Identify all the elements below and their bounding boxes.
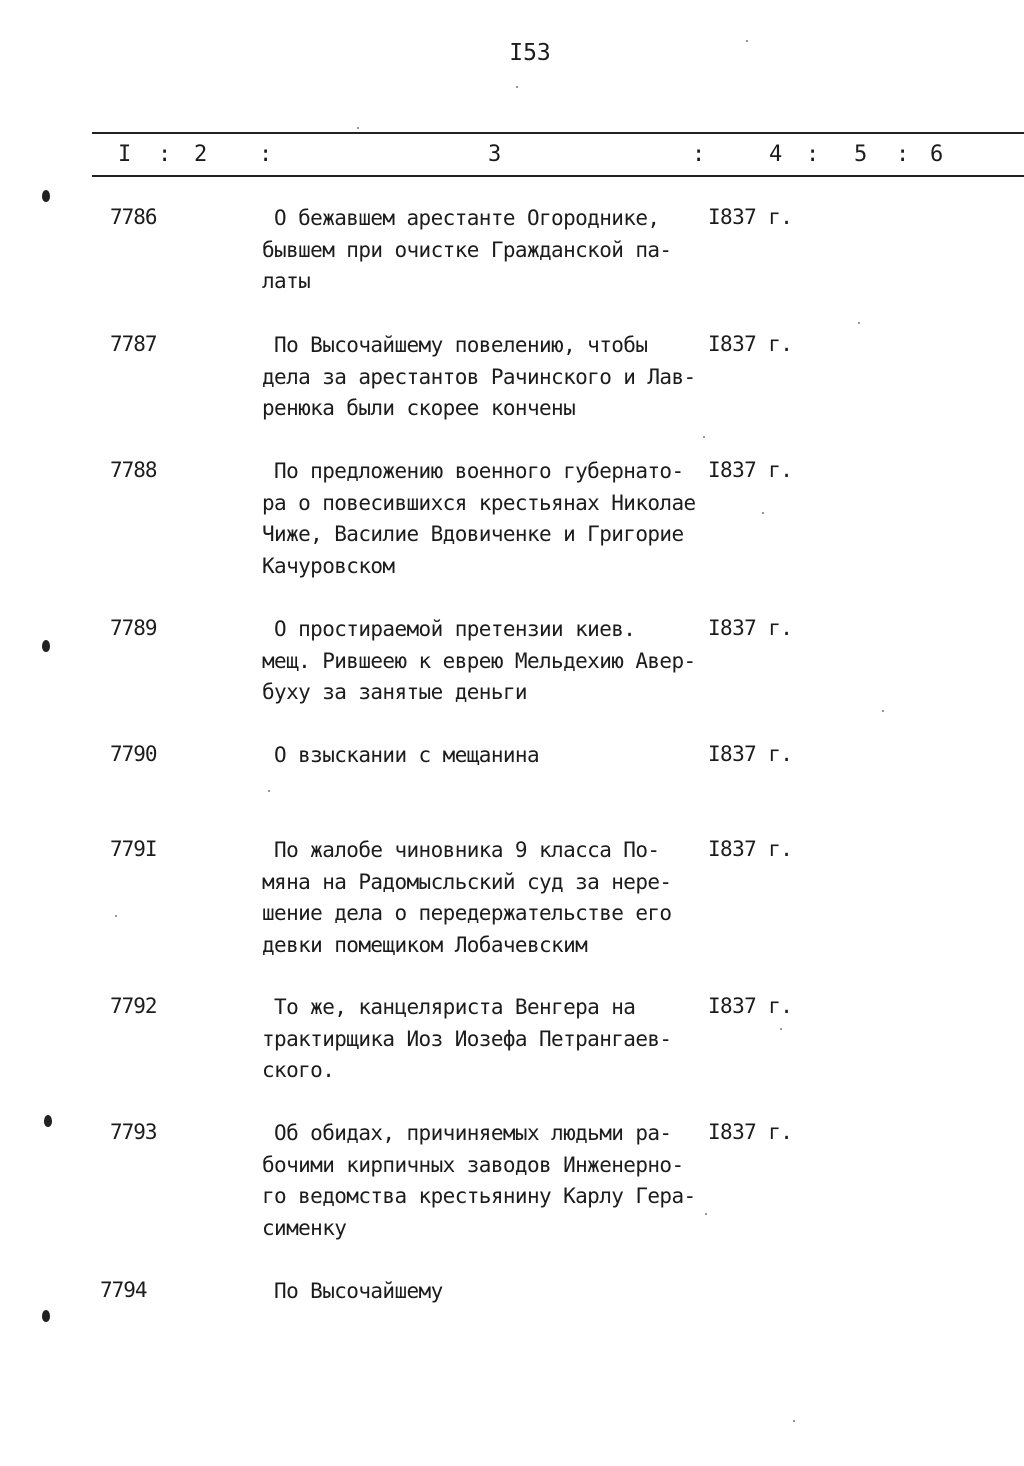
entry-number: 7789 xyxy=(110,616,157,640)
entry-year: I837 г. xyxy=(708,332,793,356)
column-header-3: 3 xyxy=(488,142,502,167)
scan-speck xyxy=(780,1028,782,1030)
entry-description-line: ра о повесившихся крестьянах Николае xyxy=(262,490,696,515)
page-number: I53 xyxy=(509,40,551,66)
entry-description-line: дела за арестантов Рачинского и Лав- xyxy=(262,364,696,389)
entry-description-line: бочими кирпичных заводов Инженерно- xyxy=(262,1152,684,1177)
entry-number: 7788 xyxy=(110,458,157,482)
entry-description xyxy=(262,835,732,961)
column-header-2: 2 xyxy=(194,142,208,167)
entry-description-line: О простираемой претензии киев. xyxy=(262,617,636,641)
entry-description xyxy=(262,203,732,298)
entry-number: 7792 xyxy=(110,994,157,1018)
entry-year: I837 г. xyxy=(708,1120,793,1144)
entry-year: I837 г. xyxy=(708,837,793,861)
entry-description-line: О взыскании с мещанина xyxy=(262,743,539,767)
binding-hole-mark xyxy=(42,190,50,202)
scan-speck xyxy=(858,322,860,324)
entry-description-line: То же, канцеляриста Венгера на xyxy=(262,995,636,1019)
entry-description-line: латы xyxy=(262,269,311,293)
column-separator: : xyxy=(806,142,820,167)
entry-number: 7793 xyxy=(110,1120,157,1144)
entry-number: 779I xyxy=(110,837,157,861)
entry-description-line: По предложению военного губернато- xyxy=(262,459,684,483)
scan-speck xyxy=(762,512,764,514)
entry-year: I837 г. xyxy=(708,205,793,229)
entry-description xyxy=(262,614,732,709)
binding-hole-mark xyxy=(42,640,50,652)
entry-year: I837 г. xyxy=(708,994,793,1018)
entry-description-line: Об обидах, причиняемых людьми ра- xyxy=(262,1121,672,1145)
entry-description-line: Качуровском xyxy=(262,553,395,578)
header-bottom-rule xyxy=(92,175,1024,177)
entry-year: I837 г. xyxy=(708,458,793,482)
scan-speck xyxy=(268,790,270,792)
entry-number: 7794 xyxy=(100,1278,147,1302)
scan-speck xyxy=(793,1420,795,1422)
entry-description-line: По жалобе чиновника 9 класса По- xyxy=(262,838,660,862)
entry-description-line: Чиже, Василие Вдовиченке и Григорие xyxy=(262,522,684,546)
scan-speck xyxy=(115,915,117,917)
entry-number: 7787 xyxy=(110,332,157,356)
column-header-1: I xyxy=(118,142,132,167)
entry-description xyxy=(262,456,732,582)
entry-description-line: сименку xyxy=(262,1215,347,1240)
entry-description-line: ренюка были скорее кончены xyxy=(262,396,576,420)
entry-description-line: шение дела о передержательстве его xyxy=(262,901,672,925)
entry-description-line: бывшем при очистке Гражданской па- xyxy=(262,237,672,262)
scan-speck xyxy=(705,1213,707,1215)
entry-description xyxy=(262,740,732,772)
entry-number: 7790 xyxy=(110,742,157,766)
column-header-5: 5 xyxy=(854,142,868,167)
entry-description-line: По Высочайшему повелению, чтобы xyxy=(262,333,648,357)
entry-description-line: трактирщика Иоз Иозефа Петрангаев- xyxy=(262,1026,672,1051)
scan-speck xyxy=(882,710,884,712)
entry-description-line: девки помещиком Лобачевским xyxy=(262,932,588,957)
column-header-4: 4 xyxy=(769,142,783,167)
column-separator: : xyxy=(259,142,273,167)
column-separator: : xyxy=(692,142,706,167)
entry-year: I837 г. xyxy=(708,742,793,766)
entry-description-line: мещ. Рившеею к еврею Мельдехию Авер- xyxy=(262,648,696,673)
scan-speck xyxy=(746,40,748,42)
entry-description-line: По Высочайшему xyxy=(262,1279,443,1303)
header-top-rule xyxy=(92,132,1024,134)
binding-hole-mark xyxy=(44,1115,52,1127)
column-separator: : xyxy=(158,142,172,167)
entry-description-line: го ведомства крестьянину Карлу Гера- xyxy=(262,1184,696,1208)
entry-description xyxy=(262,330,732,425)
column-header-6: 6 xyxy=(930,142,944,167)
entry-year: I837 г. xyxy=(708,616,793,640)
scan-speck xyxy=(357,127,359,129)
entry-description xyxy=(262,992,732,1087)
entry-description-line: буху за занятые деньги xyxy=(262,680,527,704)
entry-description-line: О бежавшем арестанте Огороднике, xyxy=(262,206,660,230)
entry-number: 7786 xyxy=(110,205,157,229)
entry-description-line: ского. xyxy=(262,1058,335,1082)
entry-description xyxy=(262,1118,732,1244)
scan-speck xyxy=(516,86,518,88)
column-separator: : xyxy=(896,142,910,167)
scan-speck xyxy=(703,436,705,438)
entry-description xyxy=(262,1276,732,1308)
entry-description-line: мяна на Радомысльский суд за нере- xyxy=(262,869,672,894)
binding-hole-mark xyxy=(42,1310,50,1322)
